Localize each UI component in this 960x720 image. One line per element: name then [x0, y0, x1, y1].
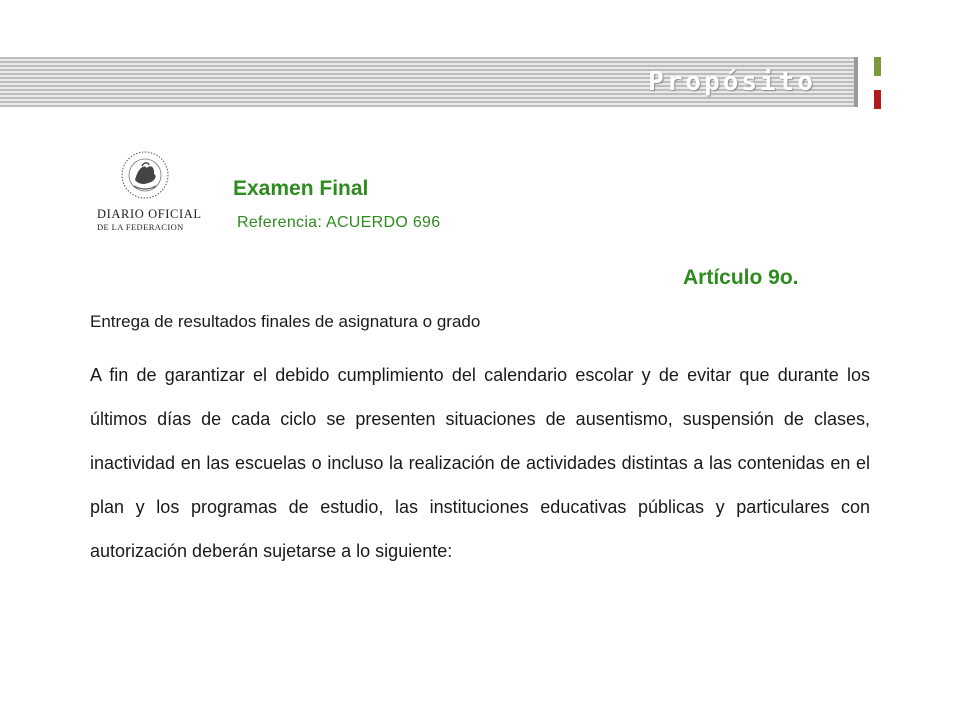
logo-line1: DIARIO OFICIAL [97, 207, 202, 221]
accent-bar-red [874, 90, 881, 109]
header-band [0, 57, 858, 107]
coat-of-arms-seal-icon [120, 150, 170, 200]
accent-bar-green [874, 57, 881, 76]
article-title: Artículo 9o. [683, 266, 799, 289]
header-band-edge [854, 57, 858, 107]
exam-reference: Referencia: ACUERDO 696 [237, 214, 441, 231]
diario-oficial-logo [95, 150, 205, 234]
exam-title: Examen Final [233, 177, 369, 200]
logo-line2: DE LA FEDERACION [97, 222, 184, 232]
header-title: Propósito [648, 67, 816, 97]
article-subtitle: Entrega de resultados finales de asignatura o grado [90, 312, 481, 331]
article-body: A fin de garantizar el debido cumplimiento del calendario escolar y de evitar que durante los últimos días de cada ciclo se presenten situaciones de ausentismo, suspensión de clases, inactividad en las escuelas o incluso la realización de actividades distintas a las contenidas en el plan y los programas de estudio, las instituciones educativas públicas y particulares con autorización deberán sujetarse a lo siguiente: [90, 365, 870, 561]
